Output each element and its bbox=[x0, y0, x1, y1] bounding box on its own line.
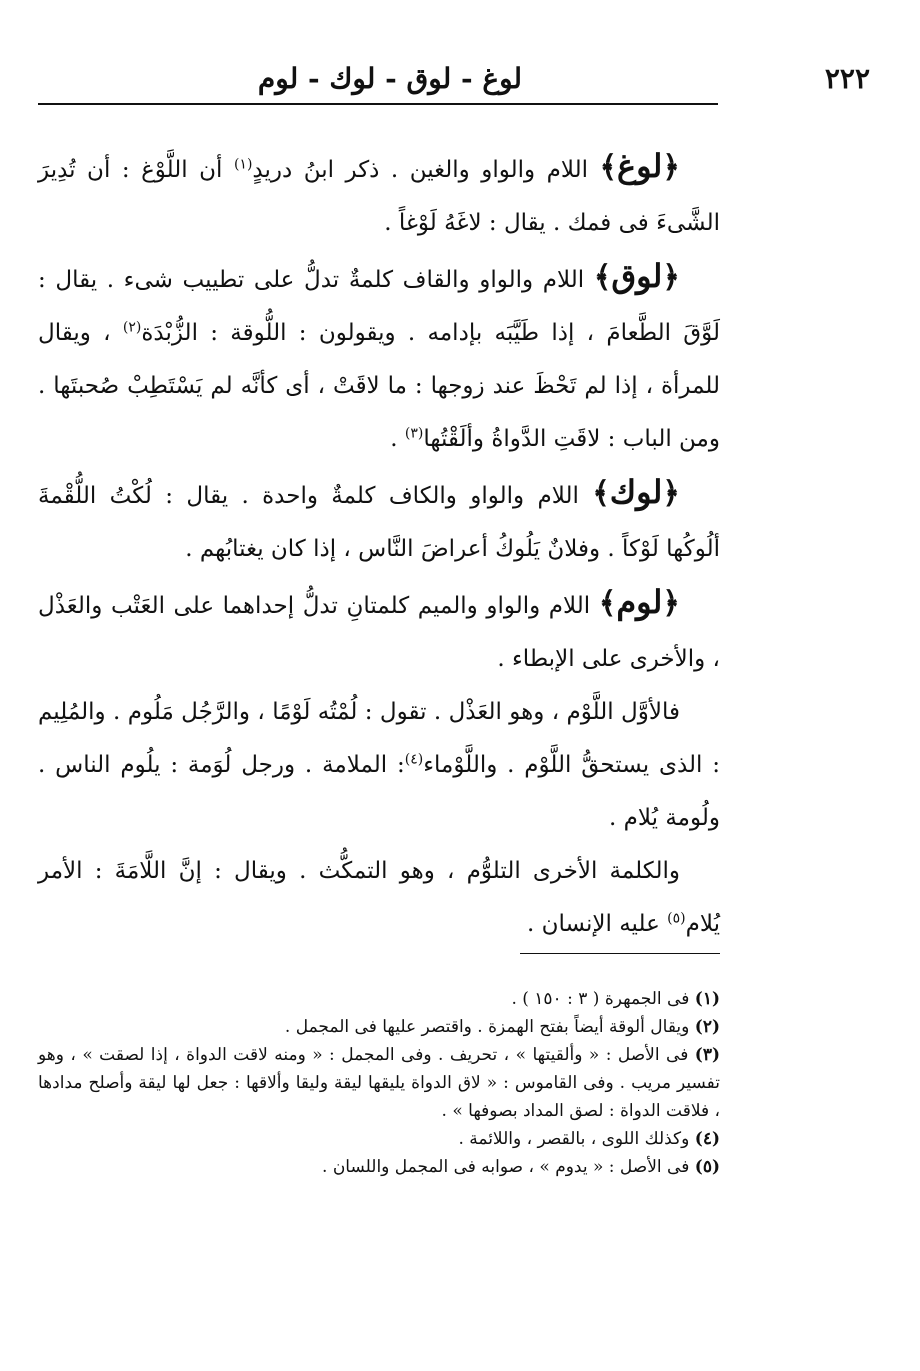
bracket-open: ﴿ bbox=[662, 586, 680, 621]
footnote-number: (٥) bbox=[694, 1157, 720, 1177]
paragraph-text: فالأوَّل اللَّوْم ، وهو العَذْل . تقول : لُمْتُه لَوْمًا ، والرَّجُل مَلُوم . والمُلِيم : الذى يستحقُّ اللَّوْم . واللَّوْماء bbox=[38, 699, 720, 778]
footnote-text: فى الأصل : « وألقيتها » ، تحريف . وفى المجمل : « ومنه لاقت الدواة ، إذا لصقت » ، وهو تفسير مريب . وفى القاموس : « لاق الدواة يليقها ليقة وليقا وألاقها : جعل لها ليقة وأصلح مدادها ، فلاقت الدواة : لصق المداد بصوفها » . bbox=[38, 1045, 720, 1121]
entry-headword: لوق bbox=[611, 257, 663, 295]
entry-lwm bbox=[38, 576, 720, 686]
bracket-close: ﴾ bbox=[592, 476, 610, 511]
bracket-open: ﴿ bbox=[662, 476, 680, 511]
footnote-text: وكذلك اللوى ، بالقصر ، واللائمة . bbox=[458, 1129, 695, 1149]
entry-text: أن اللَّوْغ : أن تُدِيرَ الشَّىءَ فى فمك . يقال : لاغَهُ لَوْغاً . bbox=[38, 157, 720, 236]
page-header bbox=[60, 62, 870, 102]
bracket-close: ﴾ bbox=[593, 260, 612, 295]
footnote-ref: (١) bbox=[233, 156, 253, 173]
entry-text: اللام والواو والغين . ذكر ابنُ دريدٍ bbox=[252, 157, 600, 183]
entry-text: اللام والواو والكاف كلمةٌ واحدة . يقال : لُكْتُ اللُّقْمةَ ألُوكُها لَوْكاً . وفلانٌ يَلُوكُ أعراضَ النَّاس ، إذا كان يغتابُهم . bbox=[38, 483, 720, 562]
entry-lwq bbox=[38, 250, 720, 466]
entry-lwgh bbox=[38, 140, 720, 250]
footnote-rule bbox=[520, 953, 720, 954]
paragraph-text: : الملامة . ورجل لُوَمة : يلُوم الناس . ولُومة يُلام . bbox=[38, 752, 720, 831]
entry-text: ، ويقال للمرأة ، إذا لم تَحْظَ عند زوجها : ما لاقَتْ ، أى كأنَّه لم يَسْتَطِبْ صُحبتَها . ومن الباب : لاقَتِ الدَّواةُ وألَقْتُها bbox=[38, 320, 720, 452]
footnote-number: (١) bbox=[694, 989, 720, 1009]
entry-text: . bbox=[390, 426, 405, 452]
footnote-ref: (٥) bbox=[667, 910, 686, 927]
footnote-ref: (٢) bbox=[122, 319, 142, 336]
bracket-open: ﴿ bbox=[662, 150, 680, 185]
footnote-text: فى الأصل : « يدوم » ، صوابه فى المجمل واللسان . bbox=[322, 1157, 695, 1177]
entry-lwk bbox=[38, 466, 720, 576]
page-number: ٢٢٢ bbox=[824, 62, 870, 95]
paragraph-second-meaning bbox=[38, 845, 720, 951]
footnote bbox=[38, 1041, 720, 1125]
paragraph-text: عليه الإنسان . bbox=[526, 911, 668, 937]
paragraph-first-meaning bbox=[38, 686, 720, 845]
entry-headword: لوك bbox=[609, 473, 663, 511]
entry-text: اللام والواو والقاف كلمةٌ تدلُّ على تطييب شىء . يقال : لَوَّقَ الطَّعامَ ، إذا طَيَّبَه بإدامه . ويقولون : اللُّوقة : الزُّبْدَة bbox=[38, 267, 720, 346]
main-text bbox=[38, 140, 720, 951]
footnote bbox=[38, 1125, 720, 1153]
footnote-text: فى الجمهرة ( ٣ : ١٥٠ ) . bbox=[511, 989, 695, 1009]
paragraph-text: والكلمة الأخرى التلوُّم ، وهو التمكُّث . ويقال : إنَّ اللَّامَةَ : الأمر يُلام bbox=[38, 858, 720, 937]
bracket-close: ﴾ bbox=[598, 586, 617, 621]
entry-text: اللام والواو والميم كلمتانِ تدلُّ إحداهما على العَتْب والعَذْل ، والأخرى على الإبطاء . bbox=[38, 593, 720, 672]
footnotes bbox=[38, 985, 720, 1181]
entry-headword: لوم bbox=[616, 583, 663, 621]
running-head: لوغ - لوق - لوك - لوم bbox=[257, 62, 523, 95]
bracket-close: ﴾ bbox=[599, 150, 618, 185]
footnote bbox=[38, 985, 720, 1013]
footnote bbox=[38, 1013, 720, 1041]
footnote-ref: (٣) bbox=[404, 425, 424, 442]
footnote-ref: (٤) bbox=[404, 751, 424, 768]
entry-headword: لوغ bbox=[617, 147, 663, 185]
footnote-number: (٢) bbox=[694, 1017, 720, 1037]
footnote-number: (٣) bbox=[694, 1045, 720, 1065]
footnote-text: ويقال ألوقة أيضاً بفتح الهمزة . واقتصر عليها فى المجمل . bbox=[284, 1017, 695, 1037]
footnote bbox=[38, 1153, 720, 1181]
footnote-number: (٤) bbox=[694, 1129, 720, 1149]
header-rule bbox=[38, 103, 718, 105]
bracket-open: ﴿ bbox=[662, 260, 680, 295]
